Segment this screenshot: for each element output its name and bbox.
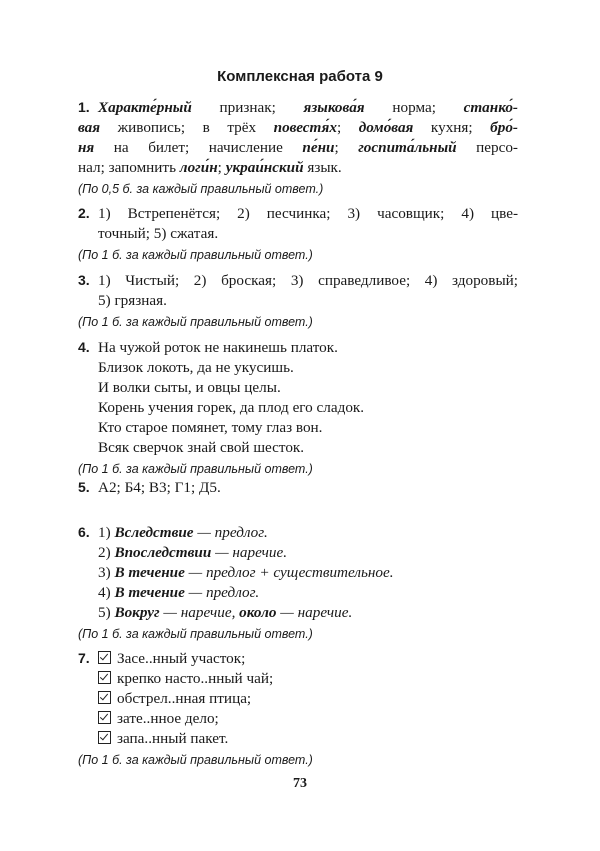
task-number: 6. xyxy=(78,524,90,540)
task-2-line-2: точный; 5) сжатая. xyxy=(98,225,219,242)
task-7-item xyxy=(78,729,518,749)
term: языкова́я xyxy=(303,99,365,116)
term: Вследствие xyxy=(114,524,194,541)
text: — предлог. xyxy=(193,524,268,541)
text: — предлог + существительное. xyxy=(184,564,394,581)
checkbox-checked-icon xyxy=(98,731,111,744)
task-7-item xyxy=(78,648,518,669)
task-1-line-1 xyxy=(78,97,518,118)
term: вая xyxy=(78,119,101,136)
term: пе́ни xyxy=(302,139,335,156)
task-3-line-2: 5) грязная. xyxy=(98,292,167,309)
text: — наречие. xyxy=(276,604,353,621)
text: А2; Б4; В3; Г1; Д5. xyxy=(98,479,221,496)
text: 1) Чистый; 2) броская; 3) справедливое; 4) здоровый; xyxy=(98,272,518,289)
checkbox-checked-icon xyxy=(98,711,111,724)
proverb-line: Близок локоть, да не укусишь. xyxy=(98,359,294,376)
term: повестя́х xyxy=(273,119,337,136)
proverb-line: И волки сыты, и овцы целы. xyxy=(98,379,281,396)
item-number: 2) xyxy=(98,544,115,561)
task-7-item xyxy=(78,689,518,709)
text: живопись; в трёх xyxy=(100,119,274,136)
score-note: (По 1 б. за каждый правильный ответ.) xyxy=(78,248,313,262)
item-number: 3) xyxy=(98,564,115,581)
task-3 xyxy=(78,270,518,331)
term: Характе́рный xyxy=(98,99,192,116)
score-note: (По 1 б. за каждый правильный ответ.) xyxy=(78,315,313,329)
text: нал; запомнить xyxy=(78,159,180,176)
task-7 xyxy=(78,648,518,769)
text: — наречие, xyxy=(159,604,240,621)
task-1-line-4 xyxy=(78,158,518,178)
task-6-item xyxy=(78,522,518,543)
task-1-line-2 xyxy=(78,118,518,138)
task-number: 7. xyxy=(78,650,90,666)
task-1-line-3 xyxy=(78,138,518,158)
text: язык. xyxy=(303,159,342,176)
term: станко́- xyxy=(463,99,518,116)
text: зате..нное дело; xyxy=(117,710,219,727)
proverb-line xyxy=(78,337,518,358)
term: В течение xyxy=(114,564,185,581)
task-6-item xyxy=(78,543,518,563)
term: Вокруг xyxy=(114,604,160,621)
task-6-item xyxy=(78,603,518,623)
task-4 xyxy=(78,337,518,478)
text: признак; xyxy=(191,99,304,116)
text: — наречие. xyxy=(211,544,288,561)
text: кухня; xyxy=(413,119,491,136)
term: около xyxy=(239,604,277,621)
proverb-line: Кто старое помянет, тому глаз вон. xyxy=(98,419,323,436)
task-3-line-1 xyxy=(78,270,518,291)
task-number: 2. xyxy=(78,205,90,221)
text: на билет; начисление xyxy=(94,139,303,156)
term: бро́- xyxy=(490,119,518,136)
task-1 xyxy=(78,97,518,198)
proverb-line: Всяк сверчок знай свой шесток. xyxy=(98,439,305,456)
text: персо- xyxy=(456,139,518,156)
item-number: 1) xyxy=(98,524,115,541)
text: запа..нный пакет. xyxy=(117,730,229,747)
text: ; xyxy=(334,139,359,156)
item-number: 4) xyxy=(98,584,115,601)
text: обстрел..нная птица; xyxy=(117,690,252,707)
task-6-item xyxy=(78,583,518,603)
text: норма; xyxy=(364,99,464,116)
term: украи́нский xyxy=(225,159,304,176)
task-5-line-1 xyxy=(78,477,518,498)
term: Впоследствии xyxy=(114,544,212,561)
page-title: Комплексная работа 9 xyxy=(217,68,383,85)
task-6 xyxy=(78,522,518,643)
text: Засе..нный участок; xyxy=(117,650,246,667)
task-6-item xyxy=(78,563,518,583)
task-number: 1. xyxy=(78,99,90,115)
item-number: 5) xyxy=(98,604,115,621)
task-2 xyxy=(78,203,518,264)
text: 1) Встрепенётся; 2) песчинка; 3) часовщик; 4) цве- xyxy=(98,205,518,222)
text: На чужой роток не накинешь платок. xyxy=(98,339,338,356)
task-number: 5. xyxy=(78,479,90,495)
page-number: 73 xyxy=(293,776,307,791)
task-number: 3. xyxy=(78,272,90,288)
score-note: (По 1 б. за каждый правильный ответ.) xyxy=(78,462,313,476)
task-5 xyxy=(78,477,518,498)
score-note: (По 1 б. за каждый правильный ответ.) xyxy=(78,753,313,767)
task-2-line-1 xyxy=(78,203,518,224)
term: логи́н xyxy=(179,159,218,176)
checkbox-checked-icon xyxy=(98,671,111,684)
term: В течение xyxy=(114,584,185,601)
task-7-item xyxy=(78,669,518,689)
term: госпита́льный xyxy=(358,139,457,156)
text: ; xyxy=(336,119,359,136)
text: — предлог. xyxy=(184,584,260,601)
term: ня xyxy=(78,139,95,156)
proverb-line: Корень учения горек, да плод его сладок. xyxy=(98,399,365,416)
text: крепко насто..нный чай; xyxy=(117,670,274,687)
task-7-item xyxy=(78,709,518,729)
checkbox-checked-icon xyxy=(98,691,111,704)
score-note: (По 0,5 б. за каждый правильный ответ.) xyxy=(78,182,324,196)
score-note: (По 1 б. за каждый правильный ответ.) xyxy=(78,627,313,641)
task-number: 4. xyxy=(78,339,90,355)
term: домо́вая xyxy=(358,119,414,136)
checkbox-checked-icon xyxy=(98,651,111,664)
text: ; xyxy=(217,159,226,176)
